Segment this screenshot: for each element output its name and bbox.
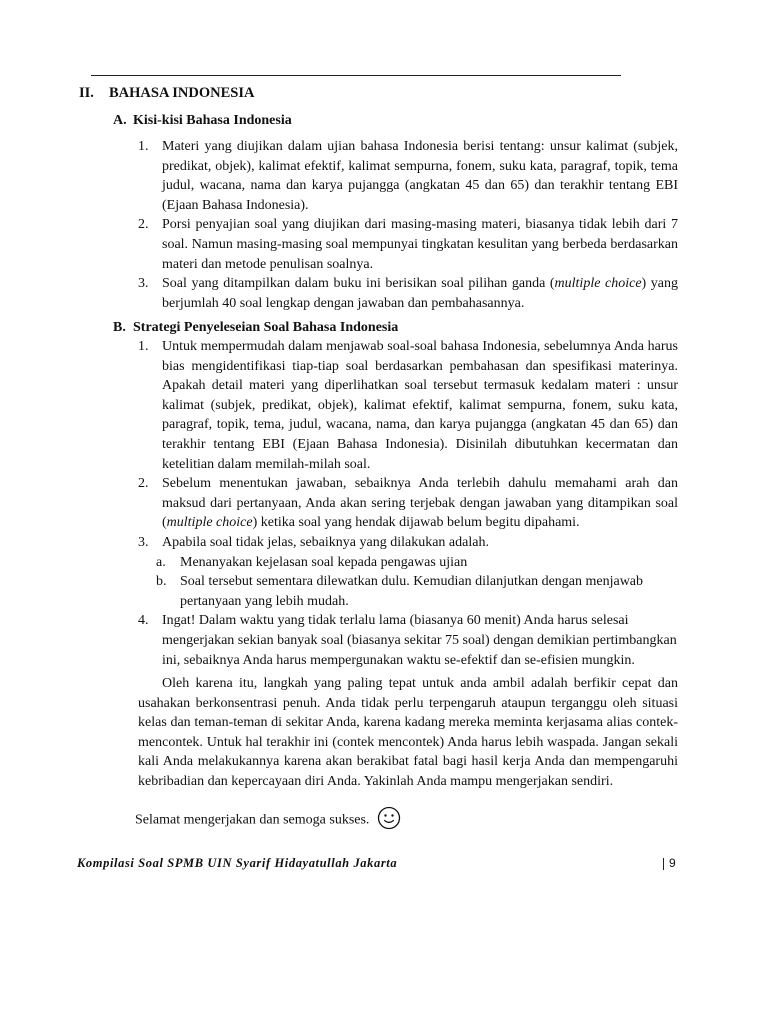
sub-item-letter: b. [156, 574, 167, 590]
body-paragraph: Oleh karena itu, langkah yang paling tepat untuk anda ambil adalah berfikir cepat dan usahakan berkonsentrasi penuh. Anda tidak perlu terpengaruh ataupun terganggu oleh situasi kelas dan teman-teman di sekitar Anda, karena kadang mereka meminta kerjasama alias contek-mencontek. Untuk hal terakhir ini (contek mencontek) Anda harus lebih waspada. Jangan sekali kali Anda melakukannya karena akan berakibat fatal bagi hasil kerja Anda dan mempengaruhi kebribadian dan kepercayaan diri Anda. Yakinlah Anda mampu mengerjakan sendiri. [138, 676, 678, 789]
smiley-icon [377, 806, 401, 835]
sub-item-letter: a. [156, 554, 166, 570]
list-item [138, 611, 678, 670]
item-text-italic: multiple choice [166, 515, 253, 531]
item-number: 2. [138, 217, 149, 233]
sub-item-text: Menanyakan kejelasan soal kepada pengawas ujian [180, 554, 468, 570]
item-number: 3. [138, 534, 149, 550]
list-item [138, 274, 678, 313]
subsection-a-heading [113, 113, 292, 129]
footer-title: Kompilasi Soal SPMB UIN Syarif Hidayatullah Jakarta [77, 856, 398, 870]
list-b [138, 337, 678, 670]
list-a [138, 137, 678, 313]
subsection-b-number: B. [113, 320, 126, 335]
sub-item-text: Soal tersebut sementara dilewatkan dulu. Kemudian dilanjutkan dengan menjawab pertanyaan yang lebih mudah. [180, 574, 644, 609]
subsection-a-title: Kisi-kisi Bahasa Indonesia [133, 113, 292, 128]
subsection-a-number: A. [113, 113, 127, 128]
item-text-italic: multiple choice [554, 276, 642, 292]
list-item [138, 337, 678, 474]
sub-list-item [156, 553, 678, 573]
subsection-b-heading [113, 320, 398, 336]
list-item [138, 533, 678, 553]
item-text: Porsi penyajian soal yang diujikan dari masing-masing materi, biasanya tidak lebih dari 7 soal. Namun masing-masing soal mempunyai tingkatan kesulitan yang berbeda berdasarkan materi dan metode penulisan soalnya. [162, 217, 678, 272]
item-text: Ingat! Dalam waktu yang tidak terlalu lama (biasanya 60 menit) Anda harus selesai mengerjakan sekian banyak soal (biasanya sekitar 75 soal) dengan demikian pertimbangkan ini, sebaiknya Anda harus mempergunakan waktu se-efektif dan se-efisien mungkin. [162, 613, 677, 668]
item-number: 1. [138, 339, 149, 354]
list-item [138, 474, 678, 533]
item-text-pre: Soal yang ditampilkan dalam buku ini berisikan soal pilihan ganda ( [162, 276, 555, 292]
item-text-post: ) yang berjumlah 40 soal lengkap dengan jawaban dan pembahasannya. [162, 276, 678, 311]
item-number: 4. [138, 613, 149, 629]
header-rule [91, 75, 621, 76]
item-number: 1. [138, 139, 149, 154]
closing-line [135, 806, 401, 835]
subsection-b-title: Strategi Penyeleseian Soal Bahasa Indonesia [133, 320, 399, 335]
closing-text: Selamat mengerjakan dan semoga sukses. [135, 812, 370, 828]
page-number [663, 856, 676, 870]
item-text: Untuk mempermudah dalam menjawab soal-soal bahasa Indonesia, sebelumnya Anda harus bias mengidentifikasi tiap-tiap soal berdasarkan pembahasan dan spesifikasi materinya. Apakah detail materi yang diperlihatkan soal tersebut termasuk kedalam materi : unsur kalimat (subjek, predikat, objek), kalimat efektif, kalimat sempurna, fonem, suku kata, paragraf, topik, tema, judul, wacana, nama, dan karya pujangga (angkatan 45 dan 65) dan terakhir tentang EBI (Ejaan Bahasa Indonesia). Disinilah dibutuhkan kecermatan dan ketelitian dalam memilah-milah soal. [162, 339, 678, 472]
sub-list [138, 553, 678, 612]
section-number: II. [79, 85, 94, 101]
item-number: 2. [138, 476, 149, 492]
section-heading [79, 85, 254, 102]
item-text-pre: Sebelum menentukan jawaban, sebaiknya Anda terlebih dahulu memahami arah dan maksud dari pertanyaan, Anda akan sering terjebak dengan jawaban yang ditampikan soal ( [162, 476, 678, 531]
list-item [138, 137, 678, 215]
section-title: BAHASA INDONESIA [109, 85, 255, 101]
item-text: Materi yang diujikan dalam ujian bahasa Indonesia berisi tentang: unsur kalimat (subjek, predikat, objek), kalimat efektif, kalimat sempurna, fonem, suku kata, paragraf, topik, tema judul, wacana, nama dan karya pujangga (angkatan 45 dan 65) dan terakhir tentang EBI (Ejaan Bahasa Indonesia). [162, 139, 678, 213]
item-number: 3. [138, 276, 149, 292]
sub-list-item [156, 572, 678, 611]
item-text: Apabila soal tidak jelas, sebaiknya yang dilakukan adalah. [162, 534, 489, 550]
page-number-value: 9 [669, 856, 676, 870]
item-text-post: ) ketika soal yang hendak dijawab belum begitu dipahami. [252, 515, 580, 531]
list-item [138, 215, 678, 274]
page-divider [663, 858, 664, 870]
